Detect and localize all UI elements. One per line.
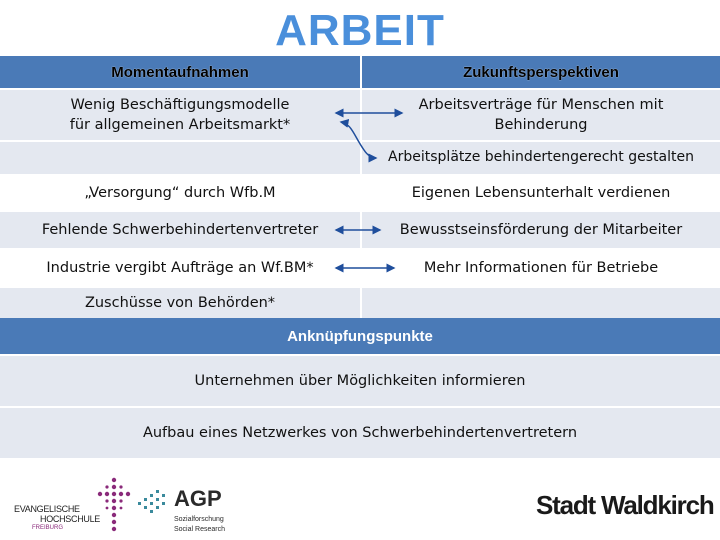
header-right-label: Zukunftsperspektiven	[463, 63, 619, 81]
agp-dots-icon	[136, 488, 172, 518]
agp-sub1: Sozialforschung	[174, 516, 224, 523]
right-item-3: Eigenen Lebensunterhalt verdienen	[362, 176, 720, 210]
left-item-4: Industrie vergibt Aufträge an Wf.BM*	[0, 250, 360, 286]
eh-line1: EVANGELISCHE	[14, 504, 80, 514]
right-item-4: Bewusstseinsförderung der Mitarbeiter	[362, 212, 720, 248]
right-item-2: Arbeitsplätze behindertengerecht gestalten	[362, 142, 720, 174]
logo-agp	[136, 484, 246, 536]
agp-sub2: Social Research	[174, 526, 225, 533]
anknuepfungspunkte-header: Anknüpfungspunkte	[0, 318, 720, 354]
agp-label: AGP	[174, 486, 222, 511]
eh-line2: HOCHSCHULE	[40, 514, 101, 524]
left-item-3: Fehlende Schwerbehindertenvertreter	[0, 212, 360, 248]
left-item-1: Wenig Beschäftigungsmodelle für allgemeinen Arbeitsmarkt*	[0, 90, 360, 140]
header-left-label: Momentaufnahmen	[111, 63, 249, 81]
anknuepfung-item-2: Aufbau eines Netzwerkes von Schwerbehindertenvertretern	[0, 408, 720, 458]
page-title: ARBEIT	[275, 6, 445, 55]
logo-stadt-waldkirch: Stadt Waldkirch	[536, 490, 714, 520]
left-item-5: Zuschüsse von Behörden*	[0, 288, 360, 318]
anknuepfung-item-1: Unternehmen über Möglichkeiten informieren	[0, 356, 720, 406]
arrow-curved	[341, 122, 376, 158]
left-item-2: „Versorgung“ durch Wfb.M	[0, 176, 360, 210]
eh-line3: FREIBURG	[32, 525, 64, 531]
right-item-1: Arbeitsverträge für Menschen mit Behinderung	[362, 90, 720, 140]
right-item-5: Mehr Informationen für Betriebe	[362, 250, 720, 286]
